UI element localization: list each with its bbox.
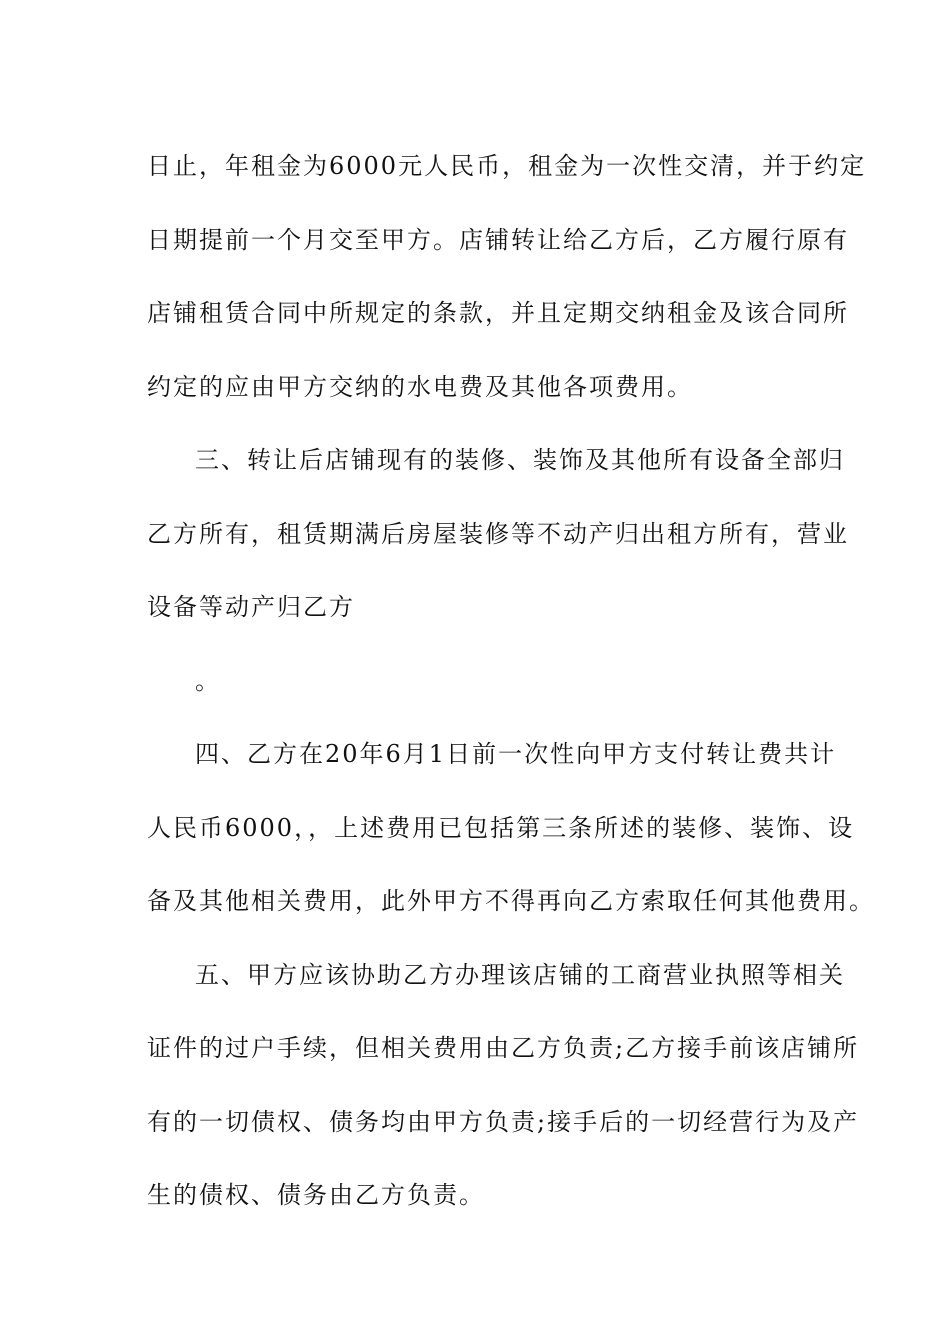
text-line: 三、转让后店铺现有的装修、装饰及其他所有设备全部归 bbox=[195, 446, 845, 474]
text-line: 五、甲方应该协助乙方办理该店铺的工商营业执照等相关 bbox=[195, 960, 845, 989]
text-line: 备及其他相关费用，此外甲方不得再向乙方索取任何其他费用。 bbox=[147, 887, 875, 915]
text-line: 日止，年租金为6000元人民币，租金为一次性交清，并于约定 bbox=[147, 152, 867, 180]
text-line: 店铺租赁合同中所规定的条款，并且定期交纳租金及该合同所 bbox=[147, 299, 849, 327]
text-line: 设备等动产归乙方 bbox=[147, 593, 355, 621]
text-line: 四、乙方在20年6月1日前一次性向甲方支付转让费共计 bbox=[195, 740, 837, 768]
text-line: 证件的过户手续，但相关费用由乙方负责;乙方接手前该店铺所 bbox=[147, 1034, 860, 1062]
text-line: 日期提前一个月交至甲方。店铺转让给乙方后，乙方履行原有 bbox=[147, 225, 849, 254]
document-body bbox=[147, 130, 875, 1233]
text-line: 有的一切债权、债务均由甲方负责;接手后的一切经营行为及产 bbox=[147, 1107, 860, 1136]
text-line: 人民币6000，，上述费用已包括第三条所述的装修、装饰、设 bbox=[147, 813, 855, 842]
text-line: 约定的应由甲方交纳的水电费及其他各项费用。 bbox=[147, 372, 693, 401]
text-line: 生的债权、债务由乙方负责。 bbox=[147, 1181, 485, 1209]
text-line: 乙方所有，租赁期满后房屋装修等不动产归出租方所有，营业 bbox=[147, 519, 849, 548]
text-line: 。 bbox=[195, 666, 221, 695]
